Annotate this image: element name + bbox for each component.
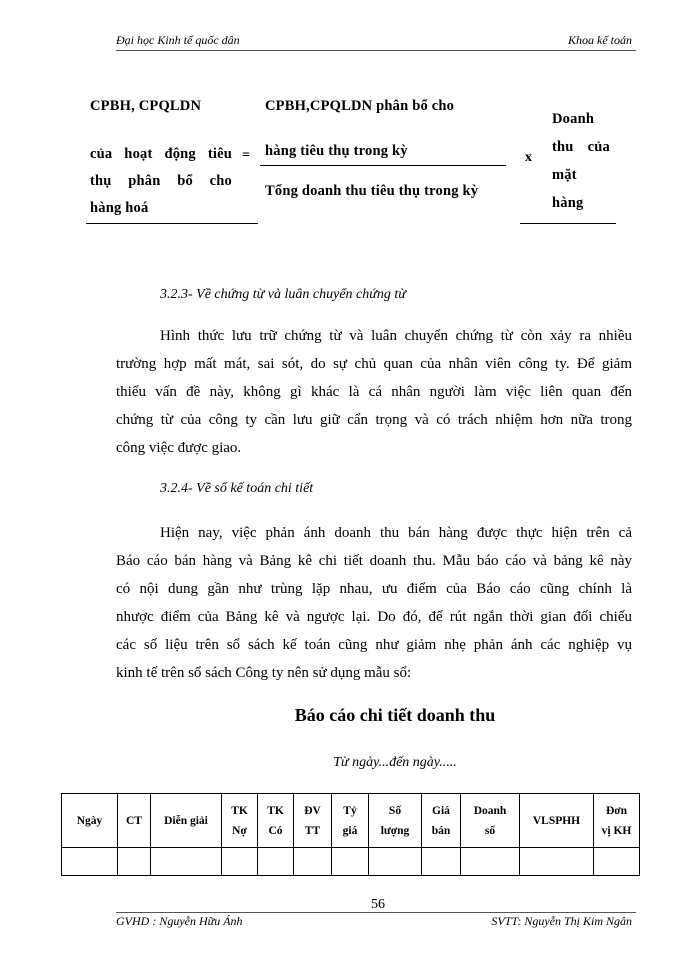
- formula-numerator-line-2: hàng tiêu thụ trong kỳ: [265, 143, 408, 159]
- page-number: 56: [371, 897, 385, 912]
- formula-left-underline: [86, 223, 258, 224]
- formula-left-line-3: hàng hoá: [90, 200, 149, 216]
- formula-right-line-2: thu của: [552, 139, 610, 155]
- section-323-line-2: trường hợp mất mát, sai sót, do sự chủ quan của nhân viên công ty. Để giảm: [116, 356, 632, 372]
- col-header-tk-co: TK Có: [258, 794, 294, 848]
- table-cell: [118, 848, 151, 876]
- fraction-bar: [260, 165, 506, 166]
- section-324-line-2: Báo cáo bán hàng và Bảng kê chi tiết doanh thu. Mẫu báo cáo và bảng kê này: [116, 553, 632, 569]
- formula-numerator-line-1: CPBH,CPQLDN phân bổ cho: [265, 98, 455, 114]
- col-header-doanh-so: Doanh số: [461, 794, 520, 848]
- section-323-line-4: chứng từ của công ty cần lưu giữ cẩn trọng và có trách nhiệm hơn nữa trong: [116, 412, 632, 428]
- section-324-line-4: nhược điểm của Bảng kê và ngược lại. Do đó, để rút ngắn thời gian đối chiếu: [116, 609, 632, 625]
- col-header-tk-no: TK Nợ: [222, 794, 258, 848]
- table-cell: [461, 848, 520, 876]
- section-324-line-6: kinh tế trên sổ sách Công ty nên sử dụng mẫu sổ:: [116, 665, 412, 681]
- header-rule: [116, 50, 636, 51]
- col-header-dv-tt: ĐV TT: [294, 794, 332, 848]
- col-header-ct: CT: [118, 794, 151, 848]
- section-324-paragraph: [116, 519, 632, 687]
- section-324-line-3: có nội dung gần như trùng lặp nhau, ưu điểm của Báo cáo cũng chính là: [116, 581, 632, 597]
- col-header-so-luong: Số lượng: [369, 794, 422, 848]
- formula-right-line-1: Doanh: [552, 111, 595, 127]
- section-324-line-1: Hiện nay, việc phản ánh doanh thu bán hàng được thực hiện trên cả: [160, 525, 632, 541]
- header-faculty: Khoa kế toán: [568, 33, 632, 47]
- table-cell: [294, 848, 332, 876]
- col-header-don-vi-kh: Đơn vị KH: [594, 794, 640, 848]
- table-cell: [332, 848, 369, 876]
- table-cell: [258, 848, 294, 876]
- footer-student: SVTT: Nguyễn Thị Kim Ngân: [491, 914, 632, 928]
- table-cell: [594, 848, 640, 876]
- report-title: Báo cáo chi tiết doanh thu: [294, 705, 496, 725]
- table-cell: [369, 848, 422, 876]
- section-324-line-5: các số liệu trên sổ sách kế toán cũng như giảm nhẹ phản ánh các nghiệp vụ: [116, 637, 632, 653]
- report-subtitle: Từ ngày...đến ngày.....: [333, 755, 457, 770]
- section-323-line-1: Hình thức lưu trữ chứng từ và luân chuyển chứng từ còn xảy ra nhiều: [160, 328, 632, 344]
- report-empty-row: [62, 848, 640, 876]
- table-cell: [422, 848, 461, 876]
- formula-right-line-4: hàng: [552, 195, 584, 211]
- header-university: Đại học Kinh tế quốc dân: [116, 33, 240, 47]
- section-323-paragraph: [116, 322, 632, 462]
- formula-denominator: Tổng doanh thu tiêu thụ trong kỳ: [265, 183, 479, 199]
- report-header-row: [62, 794, 640, 848]
- table-cell: [520, 848, 594, 876]
- table-cell: [222, 848, 258, 876]
- formula-left-line-1: của hoạt động tiêu: [90, 146, 232, 162]
- table-cell: [62, 848, 118, 876]
- col-header-dien-giai: Diễn giải: [151, 794, 222, 848]
- section-324-heading: 3.2.4- Về sổ kế toán chi tiết: [160, 481, 314, 496]
- col-header-vlsphh: VLSPHH: [520, 794, 594, 848]
- col-header-ngay: Ngày: [62, 794, 118, 848]
- formula-left-text: [90, 141, 232, 222]
- section-323-line-3: thiểu vấn đề này, không gì khác là cá nhân người làm việc liên quan đến: [116, 384, 632, 400]
- table-cell: [151, 848, 222, 876]
- formula-left-line-2: thụ phân bổ cho: [90, 173, 232, 189]
- multiply-sign: x: [525, 150, 532, 165]
- formula-left-title: CPBH, CPQLDN: [90, 98, 202, 114]
- footer-advisor: GVHD : Nguyễn Hữu Ánh: [116, 914, 243, 928]
- col-header-gia-ban: Giá bán: [422, 794, 461, 848]
- report-table: [61, 793, 640, 876]
- section-323-line-5: công việc được giao.: [116, 440, 242, 456]
- formula-right-underline: [520, 223, 616, 224]
- formula-right-text: [552, 105, 610, 217]
- formula-right-line-3: mặt: [552, 167, 577, 183]
- footer-rule: [116, 912, 636, 913]
- equals-sign: =: [242, 148, 250, 163]
- section-323-heading: 3.2.3- Về chứng từ và luân chuyển chứng từ: [160, 287, 406, 302]
- col-header-ty-gia: Tỷ giá: [332, 794, 369, 848]
